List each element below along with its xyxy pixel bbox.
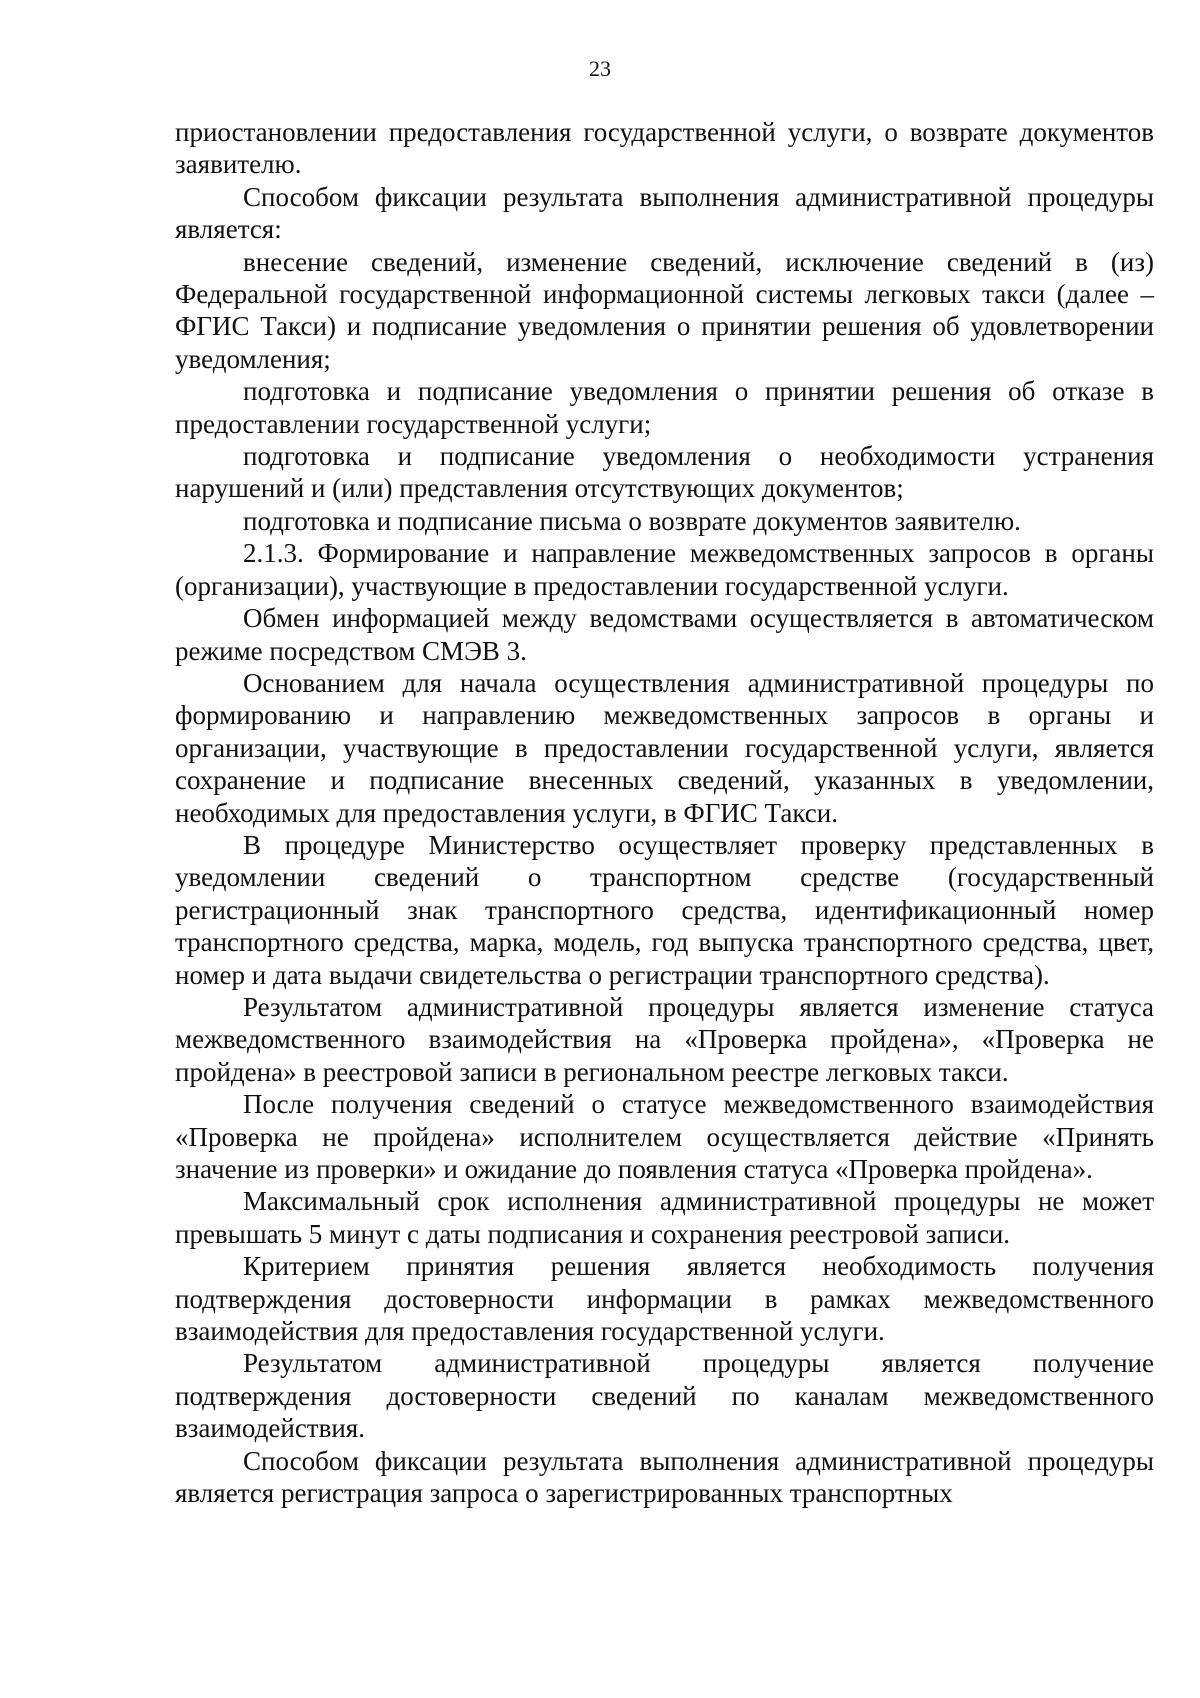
paragraph-continues: Способом фиксации результата выполнения административной процедуры является регистрация запроса о зарегистрированных транспортных <box>175 1445 1154 1509</box>
paragraph: внесение сведений, изменение сведений, исключение сведений в (из) Федеральной государственной информационной системы легковых такси (далее – ФГИС Такси) и подписание уведомления о принятии решения об удовлетворении уведомления; <box>175 246 1154 374</box>
paragraph: Результатом административной процедуры является изменение статуса межведомственного взаимодействия на «Проверка пройдена», «Проверка не пройдена» в реестровой записи в региональном реестре легковых такси. <box>175 991 1154 1087</box>
paragraph: подготовка и подписание уведомления о принятии решения об отказе в предоставлении государственной услуги; <box>175 376 1154 439</box>
paragraph: подготовка и подписание письма о возврате документов заявителю. <box>243 505 1021 536</box>
document-body <box>175 116 1154 1509</box>
paragraph: Способом фиксации результата выполнения административной процедуры является: <box>175 181 1154 245</box>
paragraph-continuation: приостановлении предоставления государственной услуги, о возврате документов заявителю. <box>175 117 1154 180</box>
paragraph: Критерием принятия решения является необходимость получения подтверждения достоверности информации в рамках межведомственного взаимодействия для предоставления государственной услуги. <box>175 1251 1154 1347</box>
paragraph: В процедуре Министерство осуществляет проверку представленных в уведомлении сведений о транспортном средстве (государственный регистрационный знак транспортного средства, идентификационный номер транспортного средства, марка, модель, год выпуска транспортного средства, цвет, номер и дата выдачи свидетельства о регистрации транспортного средства). <box>175 829 1154 990</box>
section-heading-paragraph: 2.1.3. Формирование и направление межведомственных запросов в органы (организации), участвующие в предоставлении государственной услуги. <box>175 538 1154 601</box>
paragraph: Основанием для начала осуществления административной процедуры по формированию и направлению межведомственных запросов в органы и организации, участвующие в предоставлении государственной услуги, является сохранение и подписание внесенных сведений, указанных в уведомлении, необходимых для предоставления услуги, в ФГИС Такси. <box>175 667 1154 828</box>
paragraph: Максимальный срок исполнения административной процедуры не может превышать 5 минут с даты подписания и сохранения реестровой записи. <box>175 1186 1154 1249</box>
paragraph: После получения сведений о статусе межведомственного взаимодействия «Проверка не пройдена» исполнителем осуществляется действие «Принять значение из проверки» и ожидание до появления статуса «Проверка пройдена». <box>175 1089 1154 1184</box>
paragraph: Результатом административной процедуры является получение подтверждения достоверности сведений по каналам межведомственного взаимодействия. <box>175 1348 1154 1444</box>
paragraph: подготовка и подписание уведомления о необходимости устранения нарушений и (или) представления отсутствующих документов; <box>175 441 1154 504</box>
page-number: 23 <box>589 56 611 81</box>
paragraph: Обмен информацией между ведомствами осуществляется в автоматическом режиме посредством СМЭВ 3. <box>175 603 1154 666</box>
